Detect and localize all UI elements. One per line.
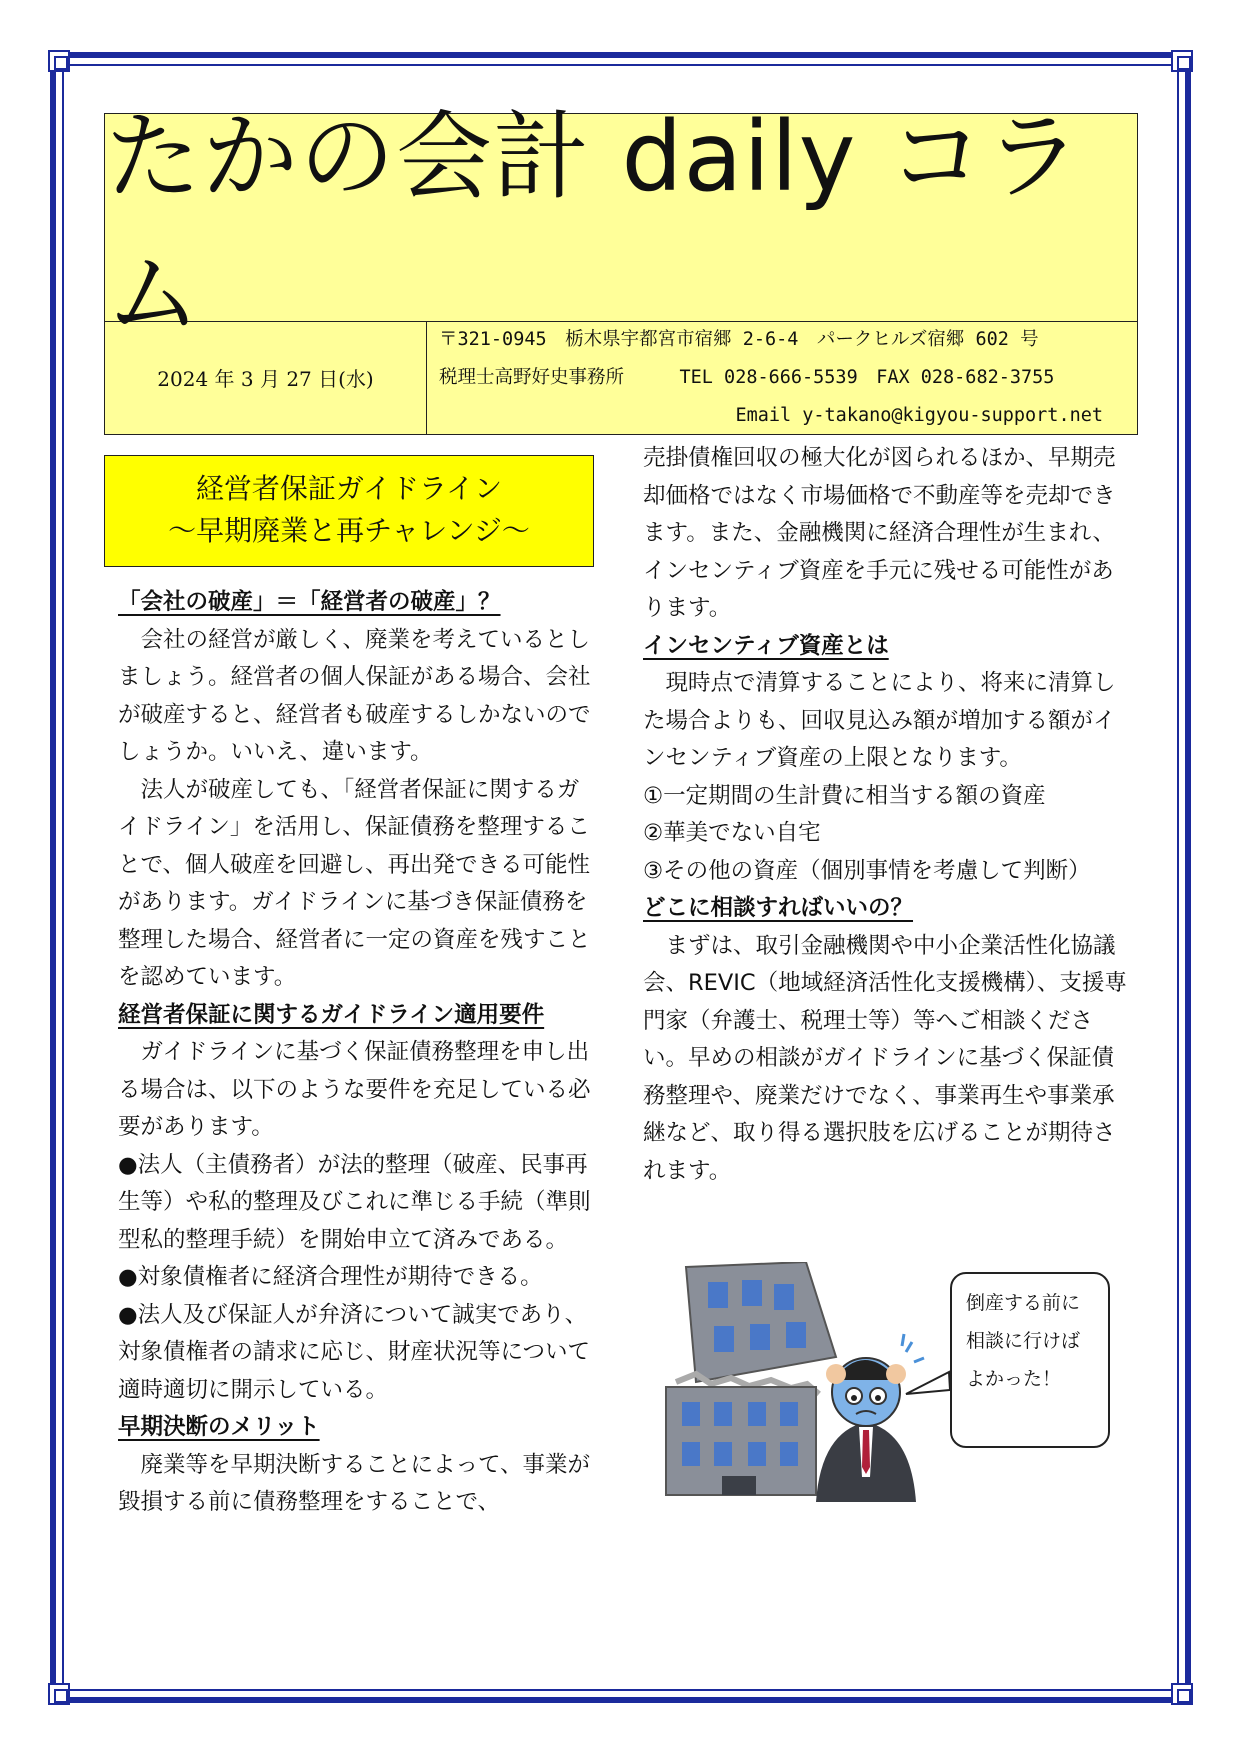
bullet-item: ●法人及び保証人が弁済について誠実であり、対象債権者の請求に応じ、財産状況等について適時適切に開示している。 [118,1301,591,1403]
corner-ornament-bottom-right [1171,1683,1193,1705]
article-title-box [104,455,594,567]
list-item: ②華美でない自宅 [643,820,821,846]
newsletter-title: たかの会計 daily コラム [105,114,1137,322]
section-heading: どこに相談すればいいの？ [643,895,914,921]
collapsing-building-icon [666,1262,836,1495]
article-title: 経営者保証ガイドライン [195,472,503,505]
left-column [118,584,598,1522]
right-column [643,440,1127,1190]
list-item: ①一定期間の生計費に相当する額の資産 [643,782,1046,809]
corner-ornament-top-left [48,50,70,72]
list-item: ③その他の資産（個別事情を考慮して判断） [643,857,1091,884]
paragraph: 廃業等を早期決断することによって、事業が毀損する前に債務整理をすることで、 [118,1451,591,1515]
worried-businessman-icon [816,1334,924,1502]
corner-ornament-bottom-left [48,1683,70,1705]
section-heading: 経営者保証に関するガイドライン適用要件 [118,1001,545,1028]
issue-date: 2024 年 3 月 27 日(水) [105,321,427,434]
paragraph: 法人が破産しても、「経営者保証に関するガイドライン」を活用し、保証債務を整理することで、個人破産を回避し、再出発できる可能性があります。ガイドラインに基づき保証債務を整理した場合、経営者に一定の資産を残すことを認めています。 [118,776,591,990]
section-heading: インセンティブ資産とは [643,632,889,659]
speech-bubble: 倒産する前に相談に行けばよかった！ [950,1272,1110,1448]
bullet-item: ●法人（主債務者）が法的整理（破産、民事再生等）や私的整理及びこれに準じる手続（準則型私的整理手続）を開始申立て済みである。 [118,1151,591,1253]
newsletter-header [104,100,1138,435]
section-heading: 「会社の破産」＝「経営者の破産」？ [118,589,501,615]
paragraph: 会社の経営が厳しく、廃業を考えているとしましょう。経営者の個人保証がある場合、会社が破産すると、経営者も破産するしかないのでしょうか。いいえ、違います。 [118,626,591,765]
corner-ornament-top-right [1171,50,1193,72]
office-name-phone: 税理士高野好史事務所 TEL 028-666-5539 FAX 028-682-3755 [439,367,1055,388]
article-subtitle: ～早期廃業と再チャレンジ～ [168,514,530,547]
office-contact [427,321,1137,434]
office-email: Email y-takano@kigyou-support.net [735,405,1103,426]
paragraph: 売掛債権回収の極大化が図られるほか、早期売却価格ではなく市場価格で不動産等を売却できます。また、金融機関に経済合理性が生まれ、インセンティブ資産を手元に残せる可能性があります。 [643,445,1116,621]
paragraph: ガイドラインに基づく保証債務整理を申し出る場合は、以下のような要件を充足している必要があります。 [118,1039,591,1140]
paragraph: まずは、取引金融機関や中小企業活性化協議会、REVIC（地域経済活性化支援機構）、支援専門家（弁護士、税理士等）等へご相談ください。早めの相談がガイドラインに基づく保証債務整理や、廃業だけでなく、事業再生や事業承継など、取り得る選択肢を広げることが期待されます。 [643,932,1127,1184]
bullet-item: ●対象債権者に経済合理性が期待できる。 [118,1264,543,1290]
paragraph: 現時点で清算することにより、将来に清算した場合よりも、回収見込み額が増加する額がインセンティブ資産の上限となります。 [643,670,1116,771]
office-address: 〒321-0945 栃木県宇都宮市宿郷 2-6-4 パークヒルズ宿郷 602 号 [439,329,1039,350]
section-heading: 早期決断のメリット [118,1414,320,1440]
